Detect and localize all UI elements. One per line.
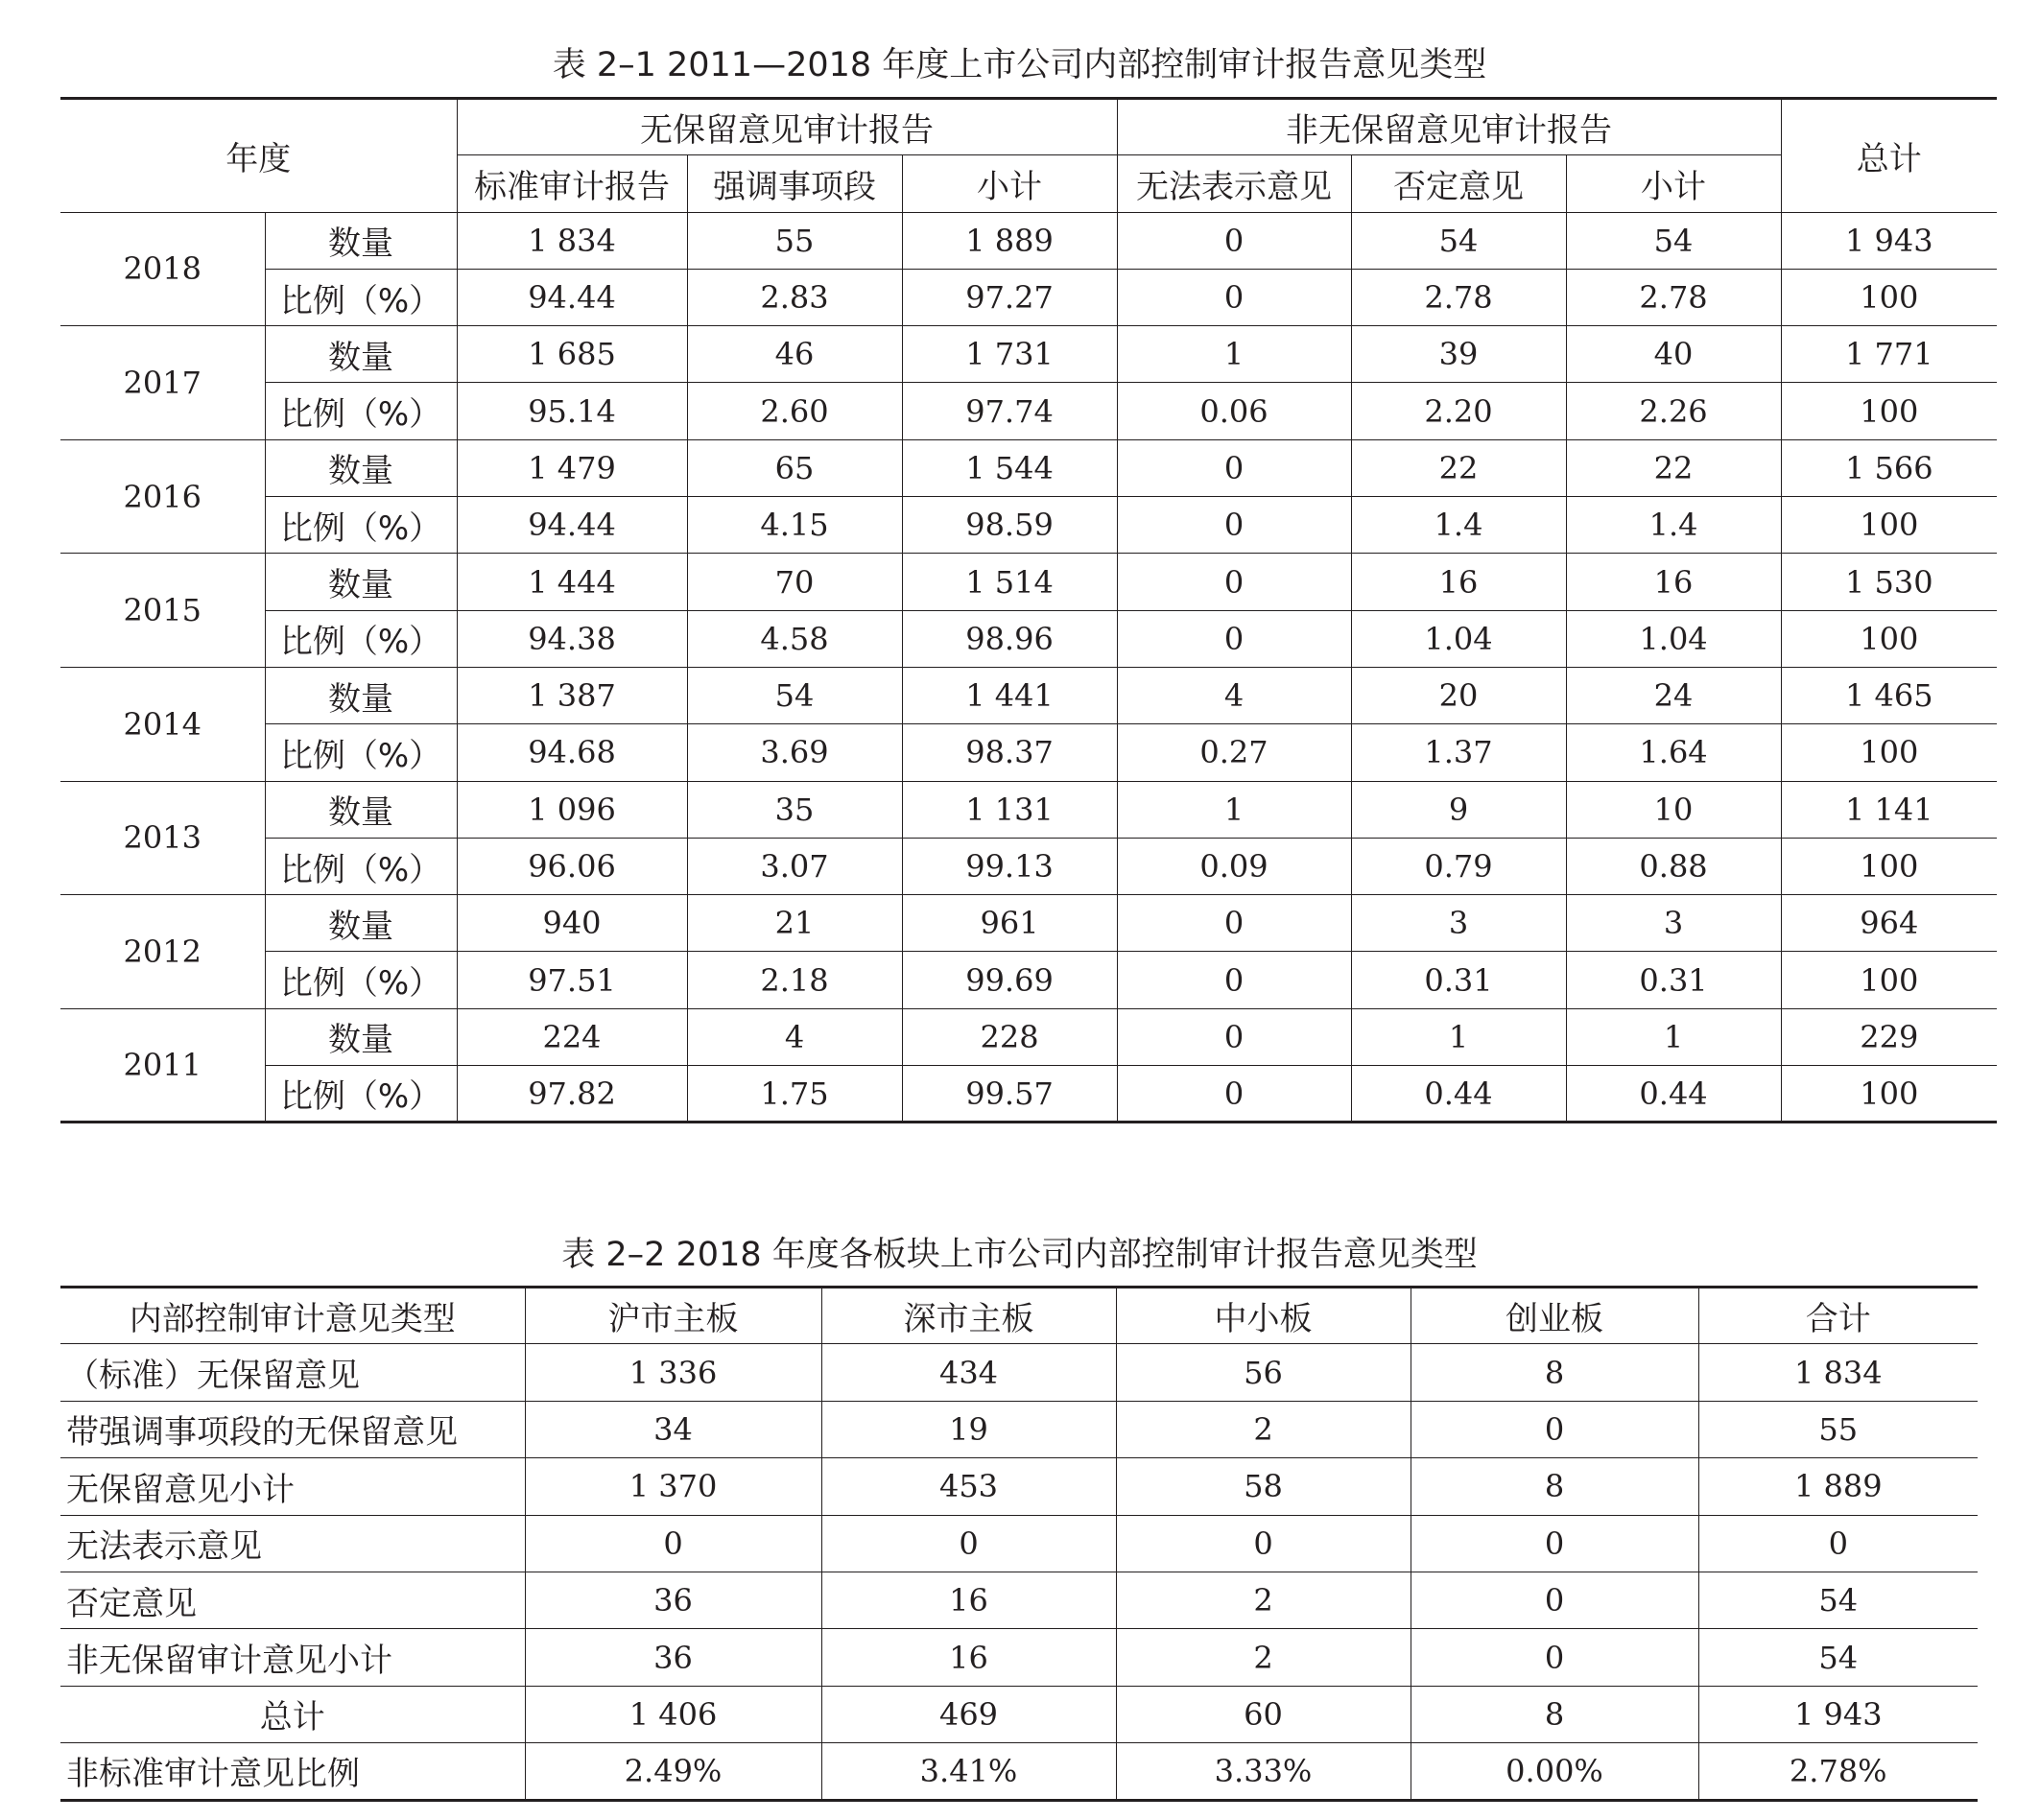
value-cell: 940 xyxy=(457,895,687,952)
value-cell: 20 xyxy=(1351,667,1566,723)
table2-caption: 表 2–2 2018 年度各板块上市公司内部控制审计报告意见类型 xyxy=(561,1236,1478,1274)
value-cell: 36 xyxy=(525,1572,821,1628)
table-row xyxy=(60,895,1997,952)
non-unqualified-group-header: 非无保留意见审计报告 xyxy=(1117,99,1781,155)
value-cell: 54 xyxy=(1698,1629,1978,1686)
value-cell: 19 xyxy=(821,1401,1116,1457)
value-cell: 2.78% xyxy=(1698,1743,1978,1800)
value-cell: 2 xyxy=(1116,1401,1411,1457)
value-cell: 100 xyxy=(1781,610,1997,667)
value-cell: 1 336 xyxy=(525,1344,821,1401)
value-cell: 961 xyxy=(902,895,1117,952)
ratio-label-cell: 比例（%） xyxy=(265,952,457,1008)
unqualified-subtotal-header: 小计 xyxy=(902,155,1117,212)
value-cell: 4.15 xyxy=(687,497,902,554)
value-cell: 0.31 xyxy=(1351,952,1566,1008)
table-row xyxy=(60,1458,1978,1515)
value-cell: 94.38 xyxy=(457,610,687,667)
non-unqualified-subtotal-header: 小计 xyxy=(1566,155,1781,212)
standard-report-header: 标准审计报告 xyxy=(457,155,687,212)
value-cell: 3.33% xyxy=(1116,1743,1411,1800)
value-cell: 100 xyxy=(1781,497,1997,554)
value-cell: 1 xyxy=(1566,1008,1781,1065)
value-cell: 1 943 xyxy=(1781,212,1997,269)
value-cell: 55 xyxy=(687,212,902,269)
value-cell: 1 544 xyxy=(902,439,1117,496)
table-row xyxy=(60,1008,1997,1065)
value-cell: 1 441 xyxy=(902,667,1117,723)
value-cell: 4.58 xyxy=(687,610,902,667)
value-cell: 100 xyxy=(1781,838,1997,894)
value-cell: 54 xyxy=(1698,1572,1978,1628)
value-cell: 2.78 xyxy=(1351,269,1566,325)
row-label-cell: 非无保留审计意见小计 xyxy=(60,1629,525,1686)
value-cell: 36 xyxy=(525,1629,821,1686)
value-cell: 99.13 xyxy=(902,838,1117,894)
table-row xyxy=(60,667,1997,723)
value-cell: 97.74 xyxy=(902,383,1117,439)
value-cell: 58 xyxy=(1116,1458,1411,1515)
value-cell: 100 xyxy=(1781,269,1997,325)
value-cell: 16 xyxy=(1566,554,1781,610)
emphasis-paragraph-header: 强调事项段 xyxy=(687,155,902,212)
ratio-label-cell: 比例（%） xyxy=(265,610,457,667)
value-cell: 0 xyxy=(1411,1572,1698,1628)
value-cell: 55 xyxy=(1698,1401,1978,1457)
value-cell: 229 xyxy=(1781,1008,1997,1065)
value-cell: 0.31 xyxy=(1566,952,1781,1008)
value-cell: 1.4 xyxy=(1566,497,1781,554)
value-cell: 0 xyxy=(1117,895,1351,952)
table-row xyxy=(60,952,1997,1008)
value-cell: 98.37 xyxy=(902,724,1117,781)
value-cell: 0.09 xyxy=(1117,838,1351,894)
count-label-cell: 数量 xyxy=(265,212,457,269)
value-cell: 2.20 xyxy=(1351,383,1566,439)
year-cell: 2012 xyxy=(60,895,265,1009)
count-label-cell: 数量 xyxy=(265,781,457,838)
value-cell: 1 387 xyxy=(457,667,687,723)
value-cell: 0 xyxy=(1411,1401,1698,1457)
value-cell: 95.14 xyxy=(457,383,687,439)
value-cell: 2.18 xyxy=(687,952,902,1008)
value-cell: 1 141 xyxy=(1781,781,1997,838)
value-cell: 8 xyxy=(1411,1686,1698,1742)
value-cell: 9 xyxy=(1351,781,1566,838)
year-cell: 2013 xyxy=(60,781,265,895)
value-cell: 1.75 xyxy=(687,1066,902,1123)
value-cell: 94.68 xyxy=(457,724,687,781)
sz-main-board-header: 深市主板 xyxy=(821,1288,1116,1344)
value-cell: 96.06 xyxy=(457,838,687,894)
value-cell: 16 xyxy=(821,1572,1116,1628)
table-row xyxy=(60,1515,1978,1572)
value-cell: 40 xyxy=(1566,326,1781,383)
value-cell: 1 731 xyxy=(902,326,1117,383)
value-cell: 100 xyxy=(1781,383,1997,439)
chinext-board-header: 创业板 xyxy=(1411,1288,1698,1344)
value-cell: 3.41% xyxy=(821,1743,1116,1800)
table-row xyxy=(60,497,1997,554)
value-cell: 39 xyxy=(1351,326,1566,383)
value-cell: 0 xyxy=(1117,269,1351,325)
year-cell: 2015 xyxy=(60,554,265,668)
table-row xyxy=(60,1629,1978,1686)
value-cell: 35 xyxy=(687,781,902,838)
value-cell: 0.44 xyxy=(1351,1066,1566,1123)
count-label-cell: 数量 xyxy=(265,895,457,952)
disclaimer-opinion-header: 无法表示意见 xyxy=(1117,155,1351,212)
table-row xyxy=(60,1686,1978,1742)
value-cell: 0.44 xyxy=(1566,1066,1781,1123)
value-cell: 16 xyxy=(1351,554,1566,610)
value-cell: 1.04 xyxy=(1566,610,1781,667)
value-cell: 0.27 xyxy=(1117,724,1351,781)
value-cell: 0 xyxy=(525,1515,821,1572)
unqualified-group-header: 无保留意见审计报告 xyxy=(457,99,1117,155)
value-cell: 2.26 xyxy=(1566,383,1781,439)
table-row xyxy=(60,326,1997,383)
value-cell: 22 xyxy=(1566,439,1781,496)
value-cell: 1.64 xyxy=(1566,724,1781,781)
value-cell: 2.83 xyxy=(687,269,902,325)
ratio-label-cell: 比例（%） xyxy=(265,838,457,894)
count-label-cell: 数量 xyxy=(265,326,457,383)
value-cell: 0 xyxy=(1698,1515,1978,1572)
value-cell: 1.37 xyxy=(1351,724,1566,781)
value-cell: 0 xyxy=(1117,610,1351,667)
row-label-cell: 无保留意见小计 xyxy=(60,1458,525,1515)
value-cell: 97.51 xyxy=(457,952,687,1008)
value-cell: 2 xyxy=(1116,1629,1411,1686)
value-cell: 0.06 xyxy=(1117,383,1351,439)
row-label-cell: 否定意见 xyxy=(60,1572,525,1628)
value-cell: 2.78 xyxy=(1566,269,1781,325)
value-cell: 0 xyxy=(1117,497,1351,554)
year-cell: 2018 xyxy=(60,212,265,326)
value-cell: 0 xyxy=(1117,1066,1351,1123)
value-cell: 1 096 xyxy=(457,781,687,838)
value-cell: 0 xyxy=(1117,1008,1351,1065)
value-cell: 99.69 xyxy=(902,952,1117,1008)
table-row xyxy=(60,1401,1978,1457)
value-cell: 3.07 xyxy=(687,838,902,894)
value-cell: 10 xyxy=(1566,781,1781,838)
value-cell: 1 479 xyxy=(457,439,687,496)
value-cell: 228 xyxy=(902,1008,1117,1065)
table1-body xyxy=(60,212,1997,1123)
ratio-label-cell: 比例（%） xyxy=(265,1066,457,1123)
row-label-cell: 无法表示意见 xyxy=(60,1515,525,1572)
value-cell: 0 xyxy=(1116,1515,1411,1572)
value-cell: 3.69 xyxy=(687,724,902,781)
value-cell: 1 xyxy=(1117,326,1351,383)
value-cell: 1 943 xyxy=(1698,1686,1978,1742)
value-cell: 24 xyxy=(1566,667,1781,723)
value-cell: 94.44 xyxy=(457,497,687,554)
value-cell: 1 566 xyxy=(1781,439,1997,496)
value-cell: 1 xyxy=(1351,1008,1566,1065)
ratio-label-cell: 比例（%） xyxy=(265,724,457,781)
value-cell: 98.96 xyxy=(902,610,1117,667)
table-row xyxy=(60,554,1997,610)
adverse-opinion-header: 否定意见 xyxy=(1351,155,1566,212)
value-cell: 56 xyxy=(1116,1344,1411,1401)
count-label-cell: 数量 xyxy=(265,1008,457,1065)
value-cell: 469 xyxy=(821,1686,1116,1742)
table-row xyxy=(60,1344,1978,1401)
table2-body xyxy=(60,1344,1978,1800)
ratio-label-cell: 比例（%） xyxy=(265,497,457,554)
table-row xyxy=(60,1743,1978,1800)
value-cell: 98.59 xyxy=(902,497,1117,554)
value-cell: 1 771 xyxy=(1781,326,1997,383)
value-cell: 0 xyxy=(1117,952,1351,1008)
value-cell: 21 xyxy=(687,895,902,952)
value-cell: 434 xyxy=(821,1344,1116,1401)
count-label-cell: 数量 xyxy=(265,554,457,610)
value-cell: 3 xyxy=(1351,895,1566,952)
value-cell: 100 xyxy=(1781,1066,1997,1123)
value-cell: 46 xyxy=(687,326,902,383)
year-cell: 2014 xyxy=(60,667,265,781)
row-label-cell: 总计 xyxy=(60,1686,525,1742)
table-row xyxy=(60,610,1997,667)
value-cell: 0.88 xyxy=(1566,838,1781,894)
value-cell: 2.60 xyxy=(687,383,902,439)
value-cell: 1 514 xyxy=(902,554,1117,610)
value-cell: 4 xyxy=(1117,667,1351,723)
sme-board-header: 中小板 xyxy=(1116,1288,1411,1344)
value-cell: 1 131 xyxy=(902,781,1117,838)
value-cell: 1.04 xyxy=(1351,610,1566,667)
value-cell: 100 xyxy=(1781,952,1997,1008)
opinion-type-header: 内部控制审计意见类型 xyxy=(60,1288,525,1344)
value-cell: 1 370 xyxy=(525,1458,821,1515)
value-cell: 1 xyxy=(1117,781,1351,838)
value-cell: 1 685 xyxy=(457,326,687,383)
value-cell: 54 xyxy=(1566,212,1781,269)
value-cell: 34 xyxy=(525,1401,821,1457)
value-cell: 1 889 xyxy=(1698,1458,1978,1515)
table1-caption: 表 2–1 2011—2018 年度上市公司内部控制审计报告意见类型 xyxy=(552,46,1487,84)
value-cell: 54 xyxy=(1351,212,1566,269)
value-cell: 964 xyxy=(1781,895,1997,952)
value-cell: 2 xyxy=(1116,1572,1411,1628)
value-cell: 60 xyxy=(1116,1686,1411,1742)
value-cell: 1 465 xyxy=(1781,667,1997,723)
value-cell: 0 xyxy=(1117,439,1351,496)
value-cell: 8 xyxy=(1411,1344,1698,1401)
value-cell: 0.79 xyxy=(1351,838,1566,894)
table2-audit-opinion-by-board xyxy=(60,1286,1978,1802)
value-cell: 453 xyxy=(821,1458,1116,1515)
value-cell: 3 xyxy=(1566,895,1781,952)
value-cell: 94.44 xyxy=(457,269,687,325)
value-cell: 0 xyxy=(1117,554,1351,610)
value-cell: 1 834 xyxy=(457,212,687,269)
value-cell: 0 xyxy=(821,1515,1116,1572)
ratio-label-cell: 比例（%） xyxy=(265,383,457,439)
total-column-header: 总计 xyxy=(1781,99,1997,213)
value-cell: 97.27 xyxy=(902,269,1117,325)
table-row xyxy=(60,724,1997,781)
value-cell: 0 xyxy=(1411,1515,1698,1572)
value-cell: 22 xyxy=(1351,439,1566,496)
table-row xyxy=(60,383,1997,439)
value-cell: 70 xyxy=(687,554,902,610)
table-row xyxy=(60,781,1997,838)
count-label-cell: 数量 xyxy=(265,439,457,496)
value-cell: 1 834 xyxy=(1698,1344,1978,1401)
year-cell: 2011 xyxy=(60,1008,265,1123)
count-label-cell: 数量 xyxy=(265,667,457,723)
table-row xyxy=(60,1572,1978,1628)
year-column-header: 年度 xyxy=(60,99,457,213)
table-row xyxy=(60,439,1997,496)
sum-column-header: 合计 xyxy=(1698,1288,1978,1344)
value-cell: 2.49% xyxy=(525,1743,821,1800)
year-cell: 2017 xyxy=(60,326,265,440)
table-row xyxy=(60,1066,1997,1123)
year-cell: 2016 xyxy=(60,439,265,554)
row-label-cell: 非标准审计意见比例 xyxy=(60,1743,525,1800)
ratio-label-cell: 比例（%） xyxy=(265,269,457,325)
value-cell: 97.82 xyxy=(457,1066,687,1123)
sh-main-board-header: 沪市主板 xyxy=(525,1288,821,1344)
value-cell: 0.00% xyxy=(1411,1743,1698,1800)
value-cell: 1 444 xyxy=(457,554,687,610)
table-row xyxy=(60,838,1997,894)
table-row xyxy=(60,269,1997,325)
value-cell: 0 xyxy=(1117,212,1351,269)
table1-audit-opinion-by-year xyxy=(60,97,1997,1123)
value-cell: 16 xyxy=(821,1629,1116,1686)
value-cell: 1 889 xyxy=(902,212,1117,269)
value-cell: 1.4 xyxy=(1351,497,1566,554)
value-cell: 65 xyxy=(687,439,902,496)
value-cell: 54 xyxy=(687,667,902,723)
value-cell: 1 530 xyxy=(1781,554,1997,610)
value-cell: 0 xyxy=(1411,1629,1698,1686)
value-cell: 8 xyxy=(1411,1458,1698,1515)
value-cell: 4 xyxy=(687,1008,902,1065)
row-label-cell: （标准）无保留意见 xyxy=(60,1344,525,1401)
value-cell: 224 xyxy=(457,1008,687,1065)
table-row xyxy=(60,212,1997,269)
row-label-cell: 带强调事项段的无保留意见 xyxy=(60,1401,525,1457)
value-cell: 100 xyxy=(1781,724,1997,781)
value-cell: 1 406 xyxy=(525,1686,821,1742)
value-cell: 99.57 xyxy=(902,1066,1117,1123)
